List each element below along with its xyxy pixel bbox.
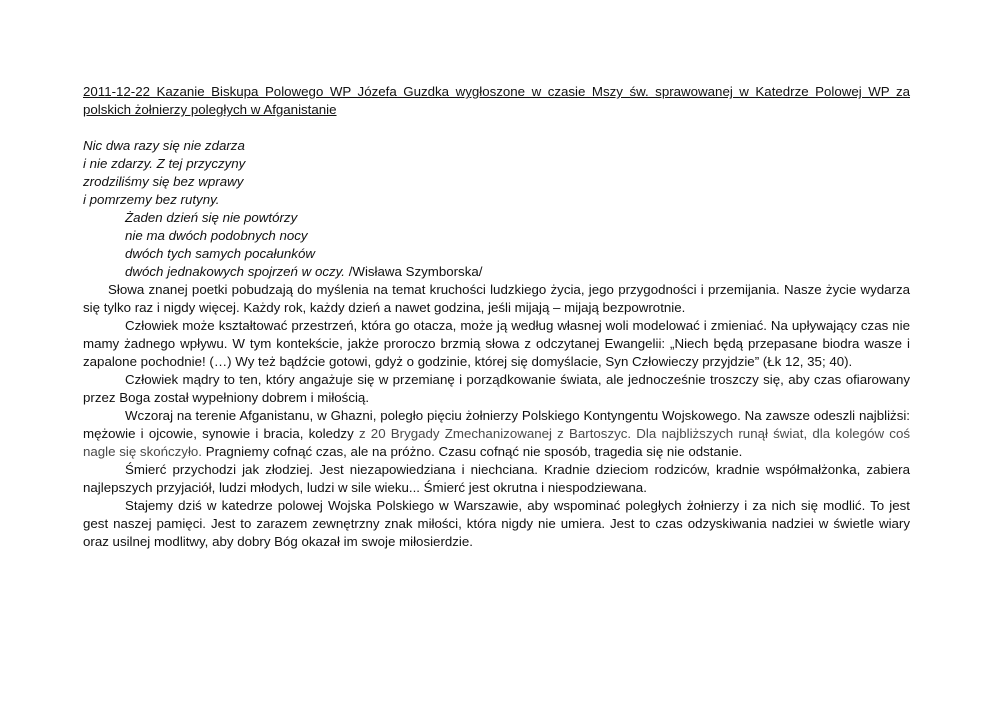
paragraph: Słowa znanej poetki pobudzają do myślenia na temat kruchości ludzkiego życia, jego przygodności i przemijania. Nasze życie wydarza się tylko raz i nigdy więcej. Każdy rok, każdy dzień a nawet godzina, jeśli mijają – mijają bezpowrotnie. (83, 282, 910, 315)
paragraph (83, 407, 910, 461)
poem-line: dwóch tych samych pocałunków (125, 246, 315, 261)
poem-line: Żaden dzień się nie powtórzy (125, 210, 298, 225)
poem-line: i pomrzemy bez rutyny. (83, 192, 220, 207)
poem-signature: /Wisława Szymborska/ (345, 264, 483, 279)
poem-line-last (83, 263, 910, 281)
poem-line: nie ma dwóch podobnych nocy (125, 228, 308, 243)
poem-line: Nic dwa razy się nie zdarza (83, 138, 245, 153)
poem-line: zrodziliśmy się bez wprawy (83, 174, 244, 189)
paragraph-text: Pragniemy cofnąć czas, ale na próżno. Czasu cofnąć nie sposób, tragedia się nie odstanie. (202, 444, 743, 459)
poem (83, 137, 910, 281)
paragraph-text: Wczoraj na terenie Afganistanu, w Ghazni, poległo pięciu żołnierzy Polskiego Kontyngentu Wojskowego. Na zawsze odeszli najbliżsi: mężowie i ojcowie, synowie i bracia, koledzy (83, 408, 910, 441)
document-title: 2011-12-22 Kazanie Biskupa Polowego WP Józefa Guzdka wygłoszone w czasie Mszy św. sprawowanej w Katedrze Polowej WP za polskich żołnierzy poległych w Afganistanie (83, 84, 910, 117)
paragraph: Śmierć przychodzi jak złodziej. Jest niezapowiedziana i niechciana. Kradnie dzieciom rodziców, kradnie współmałżonka, zabiera najlepszych przyjaciół, ludzi młodych, ludzi w sile wieku... Śmierć jest okrutna i niespodziewana. (83, 462, 910, 495)
poem-line-text: dwóch jednakowych spojrzeń w oczy. (125, 264, 345, 279)
paragraph: Człowiek może kształtować przestrzeń, która go otacza, może ją według własnej woli modelować i zmieniać. Na upływający czas nie mamy żadnego wpływu. W tym kontekście, jakże proroczo brzmią słowa z odczytanej Ewangelii: „Niech będą przepasane biodra wasze i zapalone pochodnie! (…) Wy też bądźcie gotowi, gdyż o godzinie, której się domyślacie, Syn Człowieczy przyjdzie” (Łk 12, 35; 40). (83, 318, 910, 369)
document-page (83, 83, 910, 551)
poem-line: i nie zdarzy. Z tej przyczyny (83, 156, 246, 171)
paragraph: Stajemy dziś w katedrze polowej Wojska Polskiego w Warszawie, aby wspominać poległych żołnierzy i za nich się modlić. To jest gest naszej pamięci. Jest to zarazem zewnętrzny znak miłości, która nigdy nie umiera. Jest to czas odzyskiwania nadziei w świetle wiary oraz usilnej modlitwy, aby dobry Bóg okazał im swoje miłosierdzie. (83, 498, 910, 549)
paragraph: Człowiek mądry to ten, który angażuje się w przemianę i porządkowanie świata, ale jednocześnie troszczy się, aby czas ofiarowany przez Boga został wypełniony dobrem i miłością. (83, 372, 910, 405)
paragraph-text-gray: z 20 Brygady Zmechanizowanej z Bartoszyc. Dla najbliższych runął świat, dla kolegów coś nagle się skończyło. (83, 426, 910, 459)
